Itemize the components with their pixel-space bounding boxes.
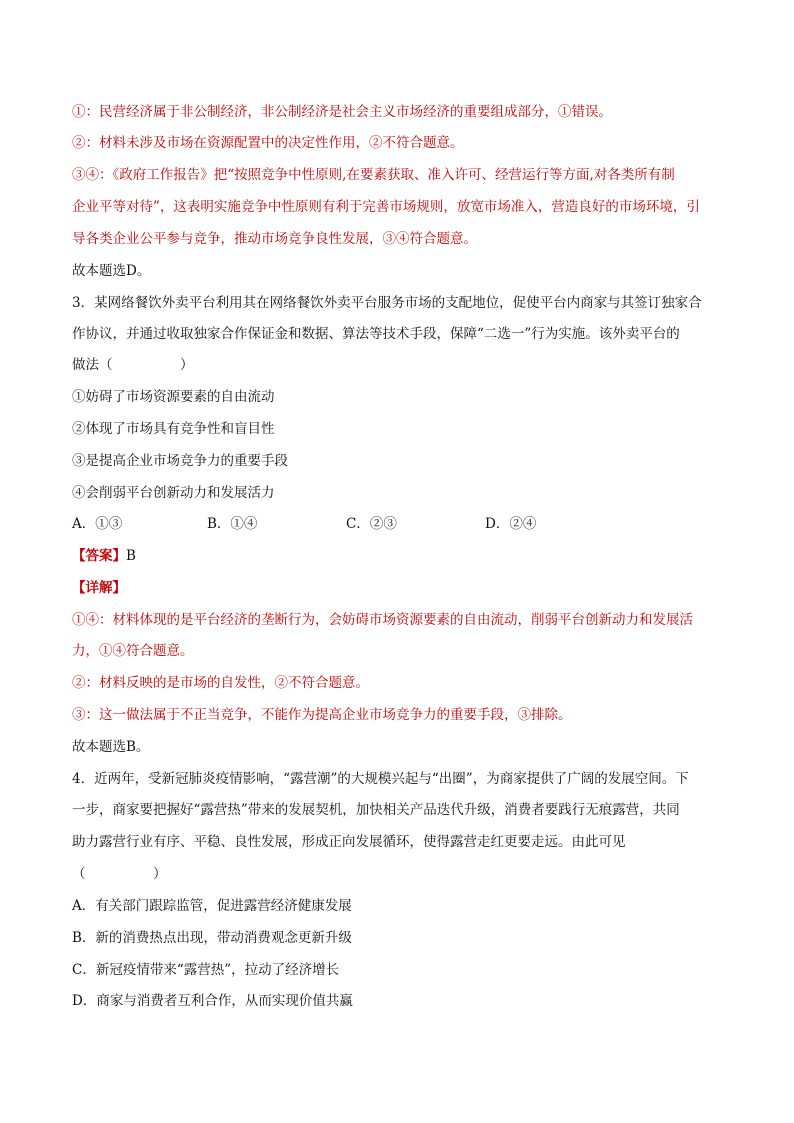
q3-explain-line-3: ②：材料反映的是市场的自发性，②不符合题意。 [72,675,369,691]
q4-option-a: A．有关部门跟踪监管，促进露营经济健康发展 [72,898,352,914]
q3-stem-line-2: 作协议，并通过收取独家合作保证金和数据、算法等技术手段，保障“二选一”行为实施。该外卖平台的 [72,326,680,342]
detail-tag: 【详解】 [72,580,126,596]
q3-explain-line-4: ③：这一做法属于不正当竞争，不能作为提高企业市场竞争力的重要手段，③排除。 [72,707,572,723]
q4-stem-line-1: 4．近两年，受新冠肺炎疫情影响，“露营潮”的大规模兴起与“出圈”，为商家提供了广阔的发展空间。下 [72,771,689,787]
q3-option-c: C．②③ [346,516,397,532]
q4-option-b: B．新的消费热点出现，带动消费观念更新升级 [72,930,352,946]
q2-explain-line-4: 企业平等对待”，这表明实施竞争中性原则有利于完善市场规则，放宽市场准入，营造良好的市场环境，引 [72,199,700,215]
q4-stem-line-3: 助力露营行业有序、平稳、良性发展，形成正向发展循环，使得露营走红更要走远。由此可见 [72,834,626,850]
q3-item-3: ③是提高企业市场竞争力的重要手段 [72,453,288,469]
q3-stem-line-3: 做法（ ） [72,357,194,373]
q3-conclusion: 故本题选B。 [72,739,150,755]
q3-explain-line-1: ①④：材料体现的是平台经济的垄断行为，会妨碍市场资源要素的自由流动，削弱平台创新动力和发展活 [72,612,693,628]
q3-item-1: ①妨碍了市场资源要素的自由流动 [72,389,275,405]
q2-explain-line-1: ①：民营经济属于非公制经济，非公制经济是社会主义市场经济的重要组成部分，①错误。 [72,104,612,120]
q3-option-a: A．①③ [72,516,123,532]
q3-option-b: B．①④ [207,516,258,532]
q2-conclusion: 故本题选D。 [72,263,151,279]
q4-stem-line-4: （ ） [72,866,167,882]
q3-item-4: ④会削弱平台创新动力和发展活力 [72,485,275,501]
answer-tag: 【答案】 [72,548,126,564]
q4-option-d: D．商家与消费者互利合作，从而实现价值共赢 [72,993,353,1009]
q4-option-c: C．新冠疫情带来“露营热”，拉动了经济增长 [72,962,340,978]
answer-value: B [126,548,136,564]
q3-explain-line-2: 力，①④符合题意。 [72,643,194,659]
q3-item-2: ②体现了市场具有竞争性和盲目性 [72,421,275,437]
q3-stem-line-1: 3．某网络餐饮外卖平台利用其在网络餐饮外卖平台服务市场的支配地位，促使平台内商家与其签订独家合 [72,295,702,311]
q3-detail-heading [72,579,126,597]
q2-explain-line-5: 导各类企业公平参与竞争，推动市场竞争良性发展，③④符合题意。 [72,231,477,247]
q4-stem-line-2: 一步，商家要把握好“露营热”带来的发展契机，加快相关产品迭代升级，消费者要践行无痕露营，共同 [72,802,680,818]
q3-option-d: D．②④ [485,516,537,532]
q2-explain-line-2: ②：材料未涉及市场在资源配置中的决定性作用，②不符合题意。 [72,135,464,151]
q2-explain-line-3: ③④：《政府工作报告》把“按照竞争中性原则,在要素获取、准入许可、经营运行等方面,对各类所有制 [72,167,675,183]
q3-answer [72,547,136,565]
